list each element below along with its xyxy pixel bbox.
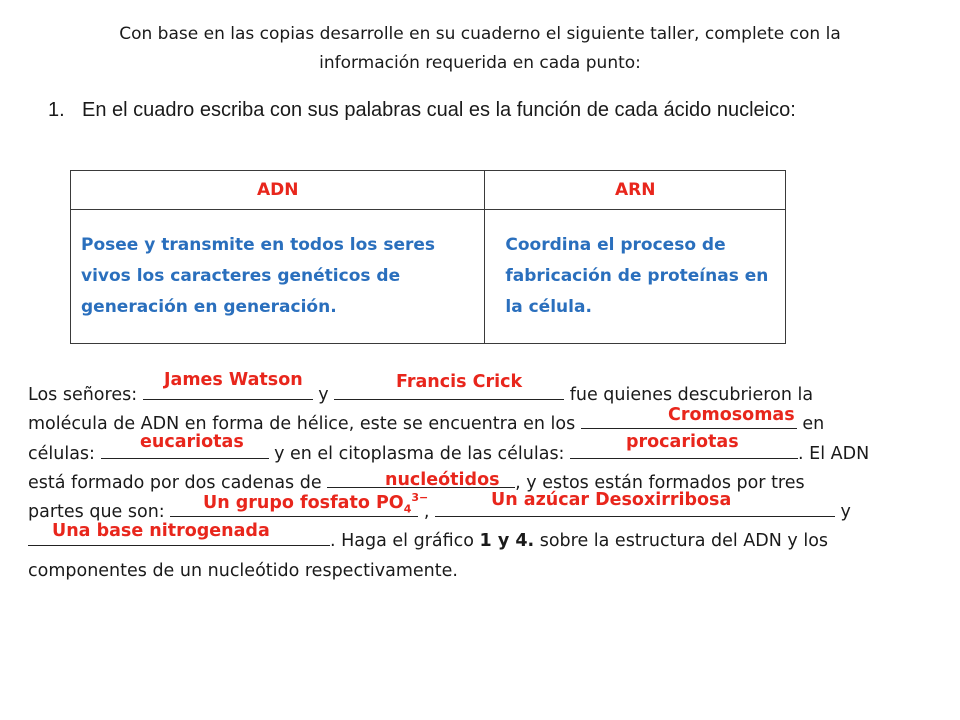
para-text: y (312, 385, 335, 405)
para-text: . El ADN (798, 443, 870, 464)
para-text: en (796, 414, 825, 435)
instructions (40, 20, 920, 78)
answer-base: Una base nitrogenada (52, 521, 270, 541)
fosfato-subscript: 4 (403, 502, 412, 516)
answer-procariotas: procariotas (626, 432, 739, 452)
nucleic-acid-function-table (70, 170, 786, 344)
fosfato-superscript: 3− (411, 491, 429, 504)
answer-fosfato (203, 491, 428, 515)
answer-azucar: Un azúcar Desoxirribosa (491, 490, 732, 510)
instructions-line-1: Con base en las copias desarrolle en su cuaderno el siguiente taller, complete con la (119, 24, 841, 44)
header-arn: ARN (485, 171, 786, 210)
para-text: y (834, 502, 851, 523)
arn-function-text: Coordina el proceso de fabricación de proteínas en la célula. (505, 235, 769, 317)
para-text: está formado por dos cadenas de (28, 472, 328, 493)
adn-function-cell[interactable] (71, 210, 485, 344)
question-number: 1. (48, 99, 65, 121)
adn-function-text: Posee y transmite en todos los seres vivos los caracteres genéticos de generación en generación. (81, 235, 436, 317)
para-text: células: (28, 443, 101, 464)
answer-watson: James Watson (164, 370, 303, 390)
answer-nucleotidos: nucleótidos (385, 470, 500, 490)
para-text: molécula de ADN en forma de hélice, este se encuentra en los (28, 414, 581, 435)
para-text: y en el citoplasma de las células: (268, 443, 571, 464)
para-text: , (418, 502, 435, 523)
para-text: Los señores: (28, 385, 143, 405)
answer-eucariotas: eucariotas (140, 432, 244, 452)
para-text: partes que son: (28, 502, 171, 523)
answer-crick: Francis Crick (396, 372, 523, 392)
para-text: componentes de un nucleótido respectivamente. (28, 560, 458, 581)
para-text: , y estos están formados por tres (515, 472, 805, 493)
fosfato-text: Un grupo fosfato PO (203, 492, 404, 513)
para-bold-text: 1 y 4. (479, 531, 535, 552)
instructions-line-2: información requerida en cada punto: (319, 53, 641, 73)
arn-function-cell[interactable] (485, 210, 786, 344)
header-adn: ADN (71, 171, 485, 210)
para-text: fue quienes descubrieron la (564, 385, 814, 405)
para-text: sobre la estructura del ADN y los (534, 531, 829, 552)
question-text: En el cuadro escriba con sus palabras cual es la función de cada ácido nucleico: (82, 99, 796, 121)
para-text: . Haga el gráfico (330, 531, 480, 552)
answer-cromosomas: Cromosomas (668, 405, 795, 425)
